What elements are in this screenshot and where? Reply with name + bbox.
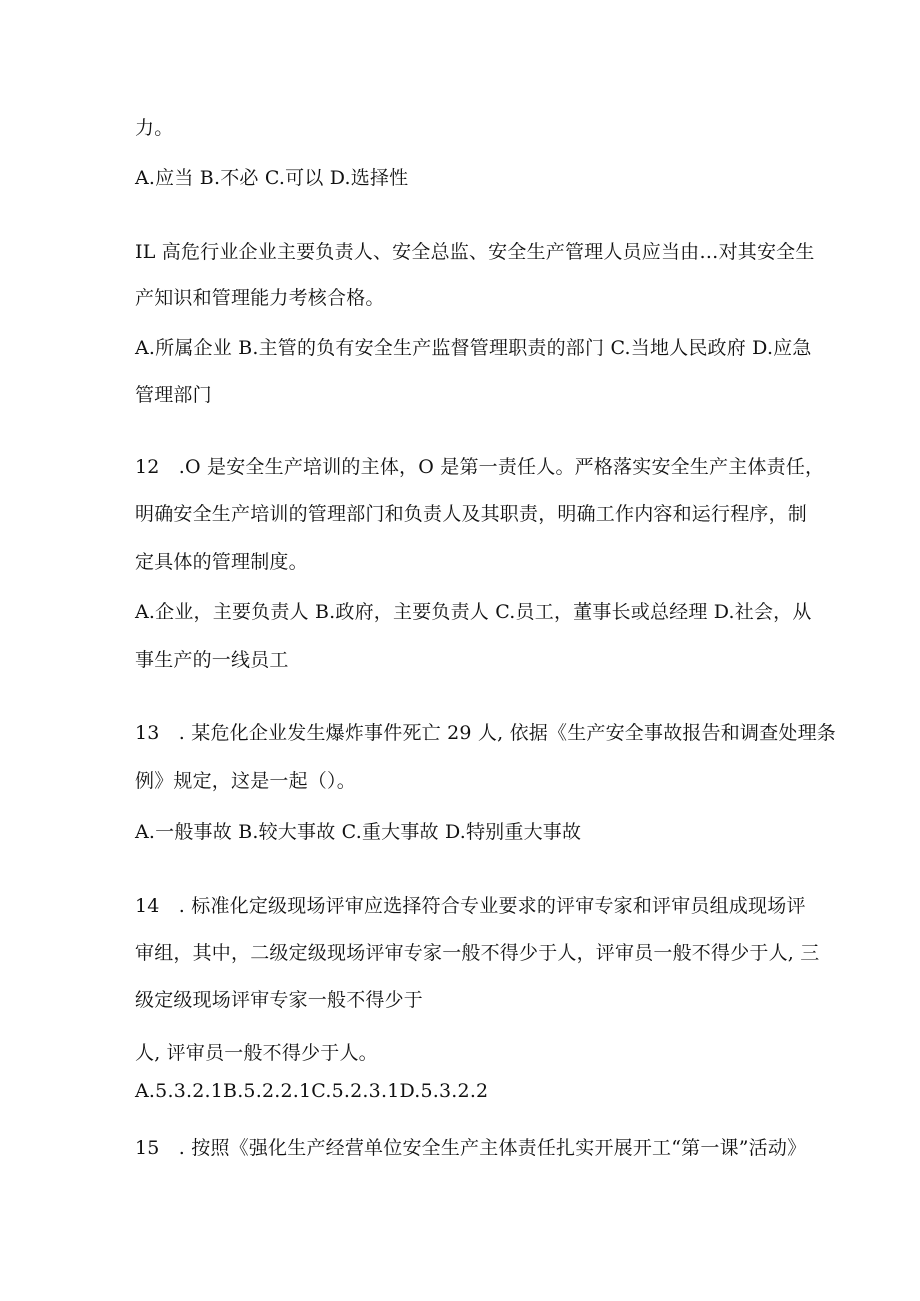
answer-options: A.应当 B.不必 C.可以 D.选择性	[135, 167, 409, 189]
answer-options: 管理部门	[135, 384, 212, 406]
question-text: 定具体的管理制度。	[135, 551, 308, 573]
answer-options: 事生产的一线员工	[135, 649, 289, 671]
answer-options: A.所属企业 B.主管的负有安全生产监督管理职责的部门 C.当地人民政府 D.应急	[135, 337, 812, 359]
question-text: 级定级现场评审专家一般不得少于	[135, 989, 424, 1011]
answer-options: A.5.3.2.1B.5.2.2.1C.5.2.3.1D.5.3.2.2	[135, 1080, 489, 1102]
text-line: 力。	[135, 117, 174, 139]
question-text: 12 .O 是安全生产培训的主体，O 是第一责任人。严格落实安全生产主体责任，	[135, 456, 825, 478]
answer-options: A.一般事故 B.较大事故 C.重大事故 D.特别重大事故	[135, 821, 582, 843]
question-text: 14 . 标准化定级现场评审应选择符合专业要求的评审专家和评审员组成现场评	[135, 895, 806, 917]
question-text: 明确安全生产培训的管理部门和负责人及其职责，明确工作内容和运行程序，制	[135, 503, 808, 525]
answer-options: A.企业，主要负责人 B.政府，主要负责人 C.员工，董事长或总经理 D.社会，从	[135, 601, 812, 623]
question-text: 人, 评审员一般不得少于人。	[135, 1042, 378, 1064]
question-text: 审组，其中，二级定级现场评审专家一般不得少于人，评审员一般不得少于人, 三	[135, 942, 820, 964]
question-text: 产知识和管理能力考核合格。	[135, 287, 385, 309]
question-text: 例》规定，这是一起（）。	[135, 770, 356, 792]
question-text: 13 . 某危化企业发生爆炸事件死亡 29 人, 依据《生产安全事故报告和调查处理条	[135, 722, 836, 744]
question-text: IL 高危行业企业主要负责人、安全总监、安全生产管理人员应当由…对其安全生	[135, 241, 815, 263]
question-text: 15 . 按照《强化生产经营单位安全生产主体责任扎实开展开工“第一课”活动》	[135, 1137, 807, 1159]
